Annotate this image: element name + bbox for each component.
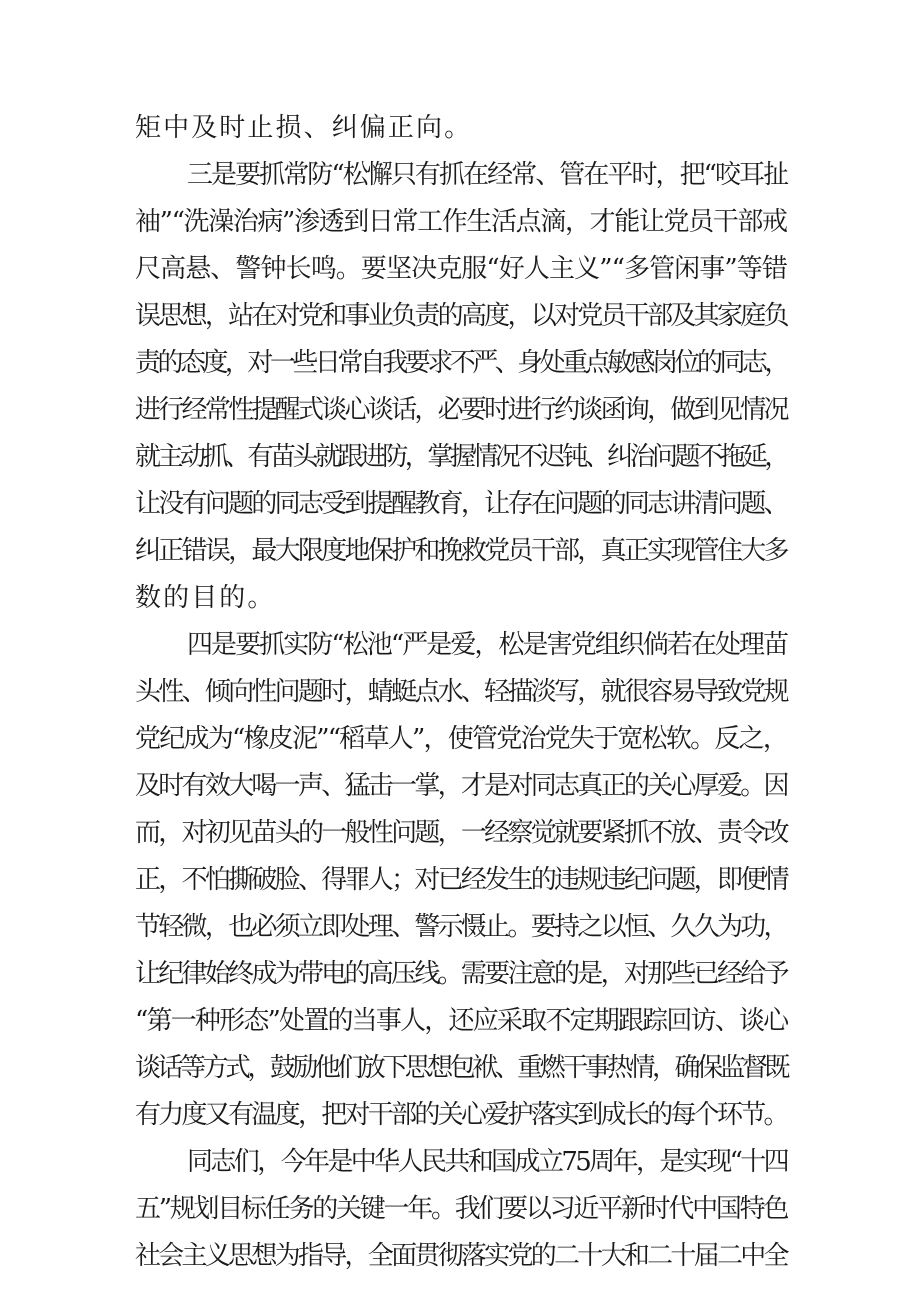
text-line: 让纪律始终成为带电的高压线。需要注意的是，对那些已经给予 xyxy=(135,959,787,989)
text-line: 谈话等方式，鼓励他们放下思想包袱、重燃干事热情，确保监督既 xyxy=(135,1053,787,1083)
text-line: 误思想，站在对党和事业负责的高度，以对党员干部及其家庭负 xyxy=(135,301,787,331)
text-line: 尺高悬、警钟长鸣。要坚决克服“好人主义”“多管闲事”等错 xyxy=(135,254,787,284)
text-line: 党纪成为“橡皮泥”“稻草人”，使管党治党失于宽松软。反之， xyxy=(135,724,788,754)
text-line: 进行经常性提醒式谈心谈话，必要时进行约谈函询，做到见情况 xyxy=(135,395,787,425)
text-line: “第一种形态”处置的当事人，还应采取不定期跟踪回访、谈心 xyxy=(135,1006,788,1036)
text-line: 就主动抓、有苗头就跟进防，掌握情况不迟钝、纠治问题不拖延， xyxy=(135,442,787,472)
text-line: 让没有问题的同志受到提醒教育，让存在问题的同志讲清问题、 xyxy=(135,489,787,519)
text-line: 责的态度，对一些日常自我要求不严、身处重点敏感岗位的同志， xyxy=(135,348,787,378)
text-line: 而，对初见苗头的一般性问题，一经察觉就要紧抓不放、责令改 xyxy=(135,818,787,848)
text-line: 矩中及时止损、纠偏正向。 xyxy=(135,113,473,143)
text-line: 正，不怕撕破脸、得罪人；对已经发生的违规违纪问题，即便情 xyxy=(135,865,787,895)
text-line: 社会主义思想为指导，全面贯彻落实党的二十大和二十届二中全 xyxy=(135,1241,787,1271)
text-line: 五”规划目标任务的关键一年。我们要以习近平新时代中国特色 xyxy=(135,1194,788,1224)
text-line: 节轻微，也必须立即处理、警示慑止。要持之以恒、久久为功， xyxy=(135,912,787,942)
text-line: 纠正错误，最大限度地保护和挽救党员干部，真正实现管住大多 xyxy=(135,536,787,566)
text-line: 三是要抓常防“松懈只有抓在经常、管在平时，把“咬耳扯 xyxy=(187,160,788,190)
text-line: 有力度又有温度，把对干部的关心爱护落实到成长的每个环节。 xyxy=(135,1100,787,1130)
text-line: 及时有效大喝一声、猛击一掌，才是对同志真正的关心厚爱。因 xyxy=(135,771,787,801)
text-line: 袖”“洗澡治病”渗透到日常工作生活点滴，才能让党员干部戒 xyxy=(135,207,787,237)
text-line: 四是要抓实防“松池“严是爱，松是害党组织倘若在处理苗 xyxy=(187,630,788,660)
text-line: 数的目的。 xyxy=(135,583,276,613)
text-line: 同志们，今年是中华人民共和国成立75周年，是实现“十四 xyxy=(187,1147,788,1177)
text-line: 头性、倾向性问题时，蜻蜓点水、轻描淡写，就很容易导致党规 xyxy=(135,677,787,707)
